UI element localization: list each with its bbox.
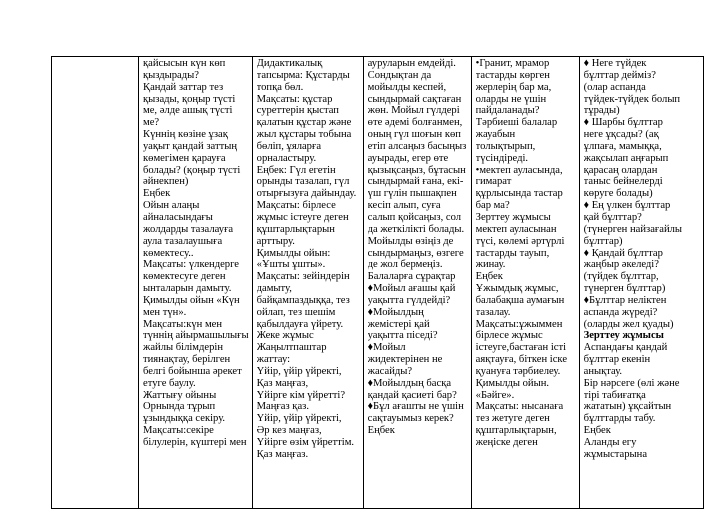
text-line: көмектесуге деген [143, 271, 226, 283]
text-line: бұлттар екенін [583, 354, 651, 366]
text-line: (олар аспанда [583, 81, 646, 93]
text-line: Сондықтан да [367, 69, 432, 81]
text-line: неге ұқсады? (ақ [583, 129, 659, 141]
text-line: бөліп, ұяларға [256, 140, 322, 152]
text-line: жеңіске деген [475, 437, 538, 448]
column-cell-1 [139, 57, 253, 509]
text-line: Ойын алаңы [143, 200, 200, 212]
text-line: белгі бойынша әрекет [143, 365, 242, 377]
text-line: жасайды? [367, 365, 413, 377]
text-line: ұлпаға, мамыққа, [583, 140, 662, 152]
text-line: аула тазалаушыға [143, 235, 223, 247]
text-line: жұмыс істеуге деген [256, 211, 349, 223]
column-cell-3 [363, 57, 471, 509]
text-line: анықтау. [583, 365, 623, 377]
text-line: ♦Бұлттар неліктен [583, 294, 667, 306]
text-line: бұлттар дейміз? [583, 69, 656, 81]
text-line: арттыру. [256, 235, 295, 247]
text-line: білулерін, күштері мен [143, 437, 247, 448]
text-line: жерлерің бар ма, [475, 81, 552, 93]
text-line: сындырмаңыз, өзгеге [367, 247, 464, 259]
text-line: Мақсаты: зейіндерін [256, 271, 350, 283]
text-line: болады? (қоңыр түсті [143, 164, 241, 176]
text-line: мектеп ауласынан [475, 223, 557, 235]
text-line: тиянақтау, берілген [143, 354, 231, 366]
text-line: сындырмай ғана, екі- [367, 176, 464, 188]
text-line: жемістері қай [367, 318, 430, 330]
text-line: Бір нәрсеге (өлі және [583, 377, 680, 389]
text-line: отырғызуға дайындау. [256, 188, 357, 200]
text-line: Үйір, үйір үйректі, [256, 413, 342, 425]
text-line: (түйдек бұлттар, [583, 271, 659, 283]
text-line: Мақсаты:күн мен [143, 318, 223, 330]
text-line: жыл құстары тобына [256, 129, 352, 141]
text-line: Еңбек [143, 188, 171, 200]
text-line: ♦Мойыл ағашы қай [367, 283, 456, 295]
text-line: жаңбыр әкеледі? [583, 259, 659, 271]
text-line: түннің айырмашылығы [143, 330, 249, 342]
column-cell-2 [252, 57, 363, 509]
text-line: мойылды кеспей, [367, 81, 447, 93]
text-line: уақытта гүлдейді? [367, 294, 451, 306]
text-line: Қаз маңғаз, [256, 377, 309, 389]
text-line: бұлттар) [583, 235, 623, 247]
text-line: Әр кез маңғаз, [256, 425, 322, 437]
text-line: ♦Бұл ағашты не үшін [367, 401, 464, 413]
text-line: ♦ Шарбы бұлттар [583, 117, 663, 129]
text-line: толықтырып, [475, 140, 536, 152]
text-line: аяқтауға, біткен іске [475, 354, 568, 366]
text-line: Еңбек: Гүл егетін [256, 164, 336, 176]
text-line: байқампаздыққа, тез [256, 294, 350, 306]
text-line: қабылдауға үйрету. [256, 318, 344, 330]
text-line: Жаңылтпаштар [256, 342, 327, 354]
text-line: қызады, қоңыр түсті [143, 93, 236, 105]
text-line: Дидактикалық [256, 58, 323, 69]
text-line: жидектерінен не [367, 354, 443, 366]
text-line: көруге болады) [583, 188, 653, 200]
text-line: Аспандағы қандай [583, 342, 668, 354]
text-line: Балаларға сұрақтар [367, 271, 456, 283]
text-line: істеуге,бастаған істі [475, 342, 567, 354]
text-line: салып қойсаңыз, сол [367, 211, 462, 223]
text-line: қандай қасиеті бар? [367, 389, 457, 401]
column-cell-0 [52, 57, 139, 509]
text-line: Мақсаты: нысанаға [475, 401, 564, 413]
text-line: дамыту, [256, 283, 292, 295]
lesson-plan-table [51, 56, 704, 509]
text-line: айналасындағы [143, 211, 213, 223]
text-line: Қандай заттар тез [143, 81, 224, 93]
text-line: ♦ Қандай бұлттар [583, 247, 663, 259]
text-line: ұзындыққа секіру. [143, 413, 226, 425]
text-line: Қаз маңғаз. [256, 448, 309, 460]
text-line: түсі, көлемі әртүрлі [475, 235, 565, 247]
text-line: түйдек-түйдек болып [583, 93, 681, 105]
text-line: көмектесу.. [143, 247, 194, 259]
text-line: қызықсаңыз, бұтасын [367, 164, 466, 176]
text-line: аспанда жүреді? [583, 306, 658, 318]
text-line: тазалау. [475, 306, 511, 318]
text-line: тастарды көрген [475, 69, 550, 81]
text-line: ме, әлде ашық түсті [143, 105, 233, 117]
text-line: Аланды егу [583, 437, 637, 448]
text-line: жайлы білімдерін [143, 342, 224, 354]
text-line: ♦ Неге түйдек [583, 58, 647, 69]
text-line: (оларды жел қуады) [583, 318, 674, 330]
text-line: гимарат [475, 176, 512, 188]
text-line: кесіп алып, суға [367, 200, 441, 212]
text-line: Мақсаты: бірлесе [256, 200, 336, 212]
text-line: тапсырма: Құстарды [256, 69, 350, 81]
text-line: суреттерін қыстап [256, 105, 339, 117]
text-line: Жеке жұмыс [256, 330, 314, 342]
text-line: тұрады) [583, 105, 620, 117]
text-line: етуге баулу. [143, 377, 196, 389]
text-line: жақсылап аңғарып [583, 152, 669, 164]
text-line: Үйірге кім үйретті? [256, 389, 346, 401]
text-line: пайдаланады? [475, 105, 540, 117]
text-line: Зерттеу жұмысы [475, 211, 551, 223]
text-line: ынталарын дамыту. [143, 283, 232, 295]
text-line: ♦Мойыл [367, 342, 406, 354]
text-line: да жеткілікті болады. [367, 223, 465, 235]
text-line: қай бұлттар? [583, 211, 642, 223]
text-line: ♦Мойылдың басқа [367, 377, 452, 389]
text-line: «Ұшты ұшты». [256, 259, 326, 271]
text-line: сындырмай сақтаған [367, 93, 462, 105]
text-line: жауабын [475, 129, 516, 141]
text-line: бар ма? [475, 200, 510, 212]
text-line: Еңбек [475, 271, 503, 283]
text-line: Орнында тұрып [143, 401, 216, 413]
text-line: •мектеп ауласында, [475, 164, 563, 176]
column-cell-4 [471, 57, 579, 509]
text-line: уақыт қандай заттың [143, 140, 237, 152]
text-line: жататын) ұқсайтын [583, 401, 672, 413]
text-line: ♦ Ең үлкен бұлттар [583, 200, 671, 212]
text-line: Мойылды өзіңіз де [367, 235, 454, 247]
text-line: уақытта піседі? [367, 330, 438, 342]
text-line: қарасаң олардан [583, 164, 658, 176]
text-line: қуануға тәрбиелеу. [475, 365, 561, 377]
text-line: Үйірге өзім үйреттім. [256, 437, 355, 448]
text-line: ♦Мойылдың [367, 306, 424, 318]
table-row [52, 57, 704, 509]
text-line: жұмыстарына [583, 448, 648, 460]
text-line: Үйір, үйір үйректі, [256, 365, 342, 377]
text-line: Мақсаты: құстар [256, 93, 333, 105]
text-line: Мақсаты:секіре [143, 425, 214, 437]
text-line: жолдарды тазалауға [143, 223, 234, 235]
text-line: топқа бөл. [256, 81, 304, 93]
text-line: оның гүл шоғын көп [367, 129, 461, 141]
text-line: Еңбек [583, 425, 611, 437]
text-line: орналастыру. [256, 152, 317, 164]
text-line: жинау. [475, 259, 506, 271]
text-line: ойлап, тез шешім [256, 306, 336, 318]
text-line: Зерттеу жұмысы [583, 330, 664, 342]
text-line: Маңғаз қаз. [256, 401, 309, 413]
text-line: оларды не үшін [475, 93, 547, 105]
text-line: «Бәйге». [475, 389, 515, 401]
text-line: қыздырады? [143, 69, 199, 81]
column-cell-5 [579, 57, 703, 509]
text-line: етіп алсаңыз басыңыз [367, 140, 467, 152]
text-line: түсіндіреді. [475, 152, 529, 164]
text-line: Ұжымдық жұмыс, [475, 283, 559, 295]
text-line: көмегімен қарауға [143, 152, 226, 164]
text-line: (түнерген найзағайлы [583, 223, 683, 235]
text-line: мен түн». [143, 306, 187, 318]
text-line: тастарды тауып, [475, 247, 550, 259]
text-line: ауруларын емдейді. [367, 58, 456, 69]
text-line: де жол бермеңіз. [367, 259, 443, 271]
text-line: тірі табиғатқа [583, 389, 646, 401]
text-line: жаттау: [256, 354, 291, 366]
text-line: Қимылды ойын: [256, 247, 331, 259]
text-line: Еңбек [367, 425, 395, 437]
text-line: ауырады, егер өте [367, 152, 449, 164]
text-line: Жаттығу ойыны [143, 389, 217, 401]
text-line: қайсысын күн көп [143, 58, 226, 69]
text-line: Қимылды ойын. [475, 377, 550, 389]
text-line: тез жетуге деген [475, 413, 550, 425]
text-line: құштарлықтарын, [475, 425, 557, 437]
text-line: түнерген бұлттар) [583, 283, 666, 295]
text-line: өте әдемі болғанмен, [367, 117, 463, 129]
text-line: бірлесе жұмыс [475, 330, 543, 342]
text-line: Тәрбиеші балалар [475, 117, 558, 129]
text-line: Қимылды ойын «Күн [143, 294, 240, 306]
text-line: сақтауымыз керек? [367, 413, 454, 425]
text-line: бұлттарды табу. [583, 413, 656, 425]
text-line: Күннің көзіне ұзақ [143, 129, 228, 141]
text-line: таныс бейнелерді [583, 176, 663, 188]
text-line: Мақсаты:ұжыммен [475, 318, 563, 330]
text-line: әйнекпен) [143, 176, 189, 188]
text-line: ме? [143, 117, 160, 129]
text-line: үш гүлін пышақпен [367, 188, 457, 200]
text-line: құштарлықтарын [256, 223, 335, 235]
text-line: •Гранит, мрамор [475, 58, 550, 69]
text-line: жөн. Мойыл гүлдері [367, 105, 460, 117]
text-line: орынды тазалап, гүл [256, 176, 350, 188]
text-line: құрлысында тастар [475, 188, 563, 200]
text-line: Мақсаты: үлкендерге [143, 259, 240, 271]
text-line: балабақша аумағын [475, 294, 565, 306]
text-line: қалатын құстар және [256, 117, 352, 129]
